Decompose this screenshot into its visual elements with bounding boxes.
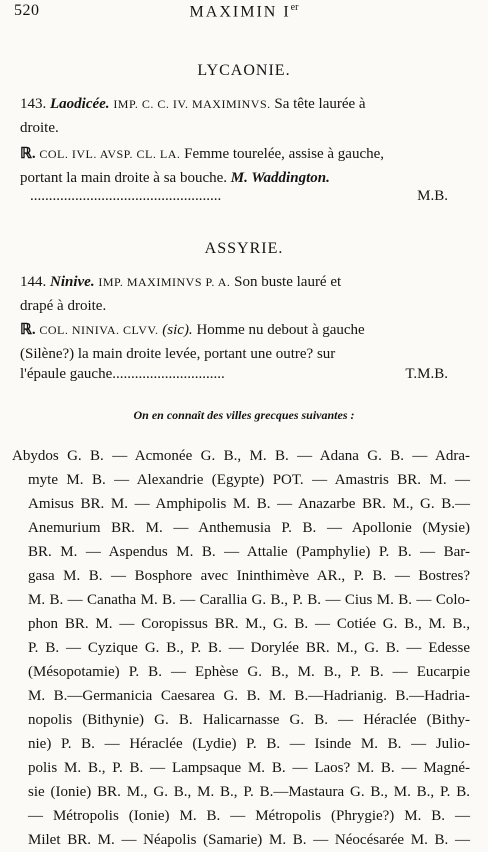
cities-line: BR. M. — Aspendus M. B. — Attalie (Pamphylie) P. B. — Bar- [28,544,470,560]
entry-city: Laodicée. [50,96,110,112]
entry-text-b: drapé à droite. [20,298,107,314]
cities-line: M. B. — Canatha M. B. — Carallia G. B., P. B. — Cius M. B. — Colo- [28,592,470,608]
running-title [14,2,474,21]
cities-line: phon BR. M. — Coropissus BR. M., G. B. — Cotiée G. B., M. B., [28,616,470,632]
sic-note: (sic). [162,322,193,338]
reverse-legend: COL. IVL. AVSP. CL. LA. [39,147,181,161]
cities-line: — Métropolis (Ionie) M. B. — Métropolis (Phrygie?) M. B. — [28,808,470,824]
entry-text-a: Son buste lauré et [234,274,342,290]
entry-text-a: Sa tête laurée à [274,96,366,112]
entry-143 [20,92,448,140]
collection-name: M. Waddington. [230,170,330,186]
running-title-text: MAXIMIN I [189,3,291,21]
entry-legend: IMP. C. C. IV. MAXIMINVS. [113,97,271,111]
reverse-text-b: (Silène?) la main droite levée, portant une outre? sur [20,346,336,362]
reverse-143 [20,142,448,190]
reverse-legend: COL. NINIVA. CLVV. [39,323,159,337]
reverse-text-a: Femme tourelée, assise à gauche, [184,146,385,162]
entry-city: Ninive. [50,274,95,290]
cities-line: P. B. — Cyzique G. B., P. B. — Dorylée BR. M., G. B. — Edesse [28,640,470,656]
dot-leader-144 [20,366,448,383]
reverse-mark: ℝ. [20,146,36,162]
cities-line: sie (Ionie) BR. M., G. B., M. B., P. B.—Mastaura G. B., M. B., P. B. [28,784,470,800]
reverse-mark: ℝ. [20,322,36,338]
cities-line: nie) P. B. — Héraclée (Lydie) P. B. — Isinde M. B. — Julio- [28,736,470,752]
cities-line: (Mésopotamie) P. B. — Ephèse G. B., M. B., P. B. — Eucarpie [28,664,470,680]
rarity-mark: M.B. [413,188,448,205]
section-heading-assyrie: ASSYRIE. [204,240,284,257]
reverse-144 [20,318,448,366]
entry-number: 144. [20,274,47,290]
cities-line: Milet BR. M. — Néapolis (Samarie) M. B. — Néocésarée M. B. — [28,832,470,848]
reverse-text-c: l'épaule gauche [20,366,113,382]
intro-note: On en connaît des villes grecques suivantes : [133,408,355,422]
cities-list [12,444,470,852]
cities-line: M. B.—Germanicia Caesarea G. B. M. B.—Hadrianig. B.—Hadria- [28,688,470,704]
dot-leader: ................................................... [30,188,222,204]
entry-legend: IMP. MAXIMINVS P. A. [98,275,231,289]
reverse-text-b: portant la main droite à sa bouche. [20,170,228,186]
page-number: 520 [14,2,40,19]
running-title-superscript: er [290,2,299,13]
cities-line: Amisus BR. M. — Amphipolis M. B. — Anazarbe BR. M., G. B.— [28,496,470,512]
cities-line: Abydos G. B. — Acmonée G. B., M. B. — Adana G. B. — Adra- [12,448,470,464]
cities-line: polis M. B., P. B. — Lampsaque M. B. — Laos? M. B. — Magné- [28,760,470,776]
entry-144 [20,270,448,318]
cities-line: myte M. B. — Alexandrie (Egypte) POT. — Amastris BR. M. — [28,472,470,488]
section-heading-lycaonie: LYCAONIE. [197,62,291,79]
cities-line: gasa M. B. — Bosphore avec Ininthimève AR., P. B. — Bostres? [28,568,470,584]
entry-text-b: droite. [20,120,59,136]
cities-line: nopolis (Bithynie) G. B. Halicarnasse G. B. — Héraclée (Bithy- [28,712,470,728]
rarity-mark: T.M.B. [401,366,448,383]
cities-line: Anemurium BR. M. — Anthemusia P. B. — Apollonie (Mysie) [28,520,470,536]
reverse-text-a: Homme nu debout à gauche [196,322,365,338]
dot-leader-143 [30,188,448,205]
entry-number: 143. [20,96,47,112]
page-header [14,2,474,26]
dot-leader: .............................. [112,366,225,382]
